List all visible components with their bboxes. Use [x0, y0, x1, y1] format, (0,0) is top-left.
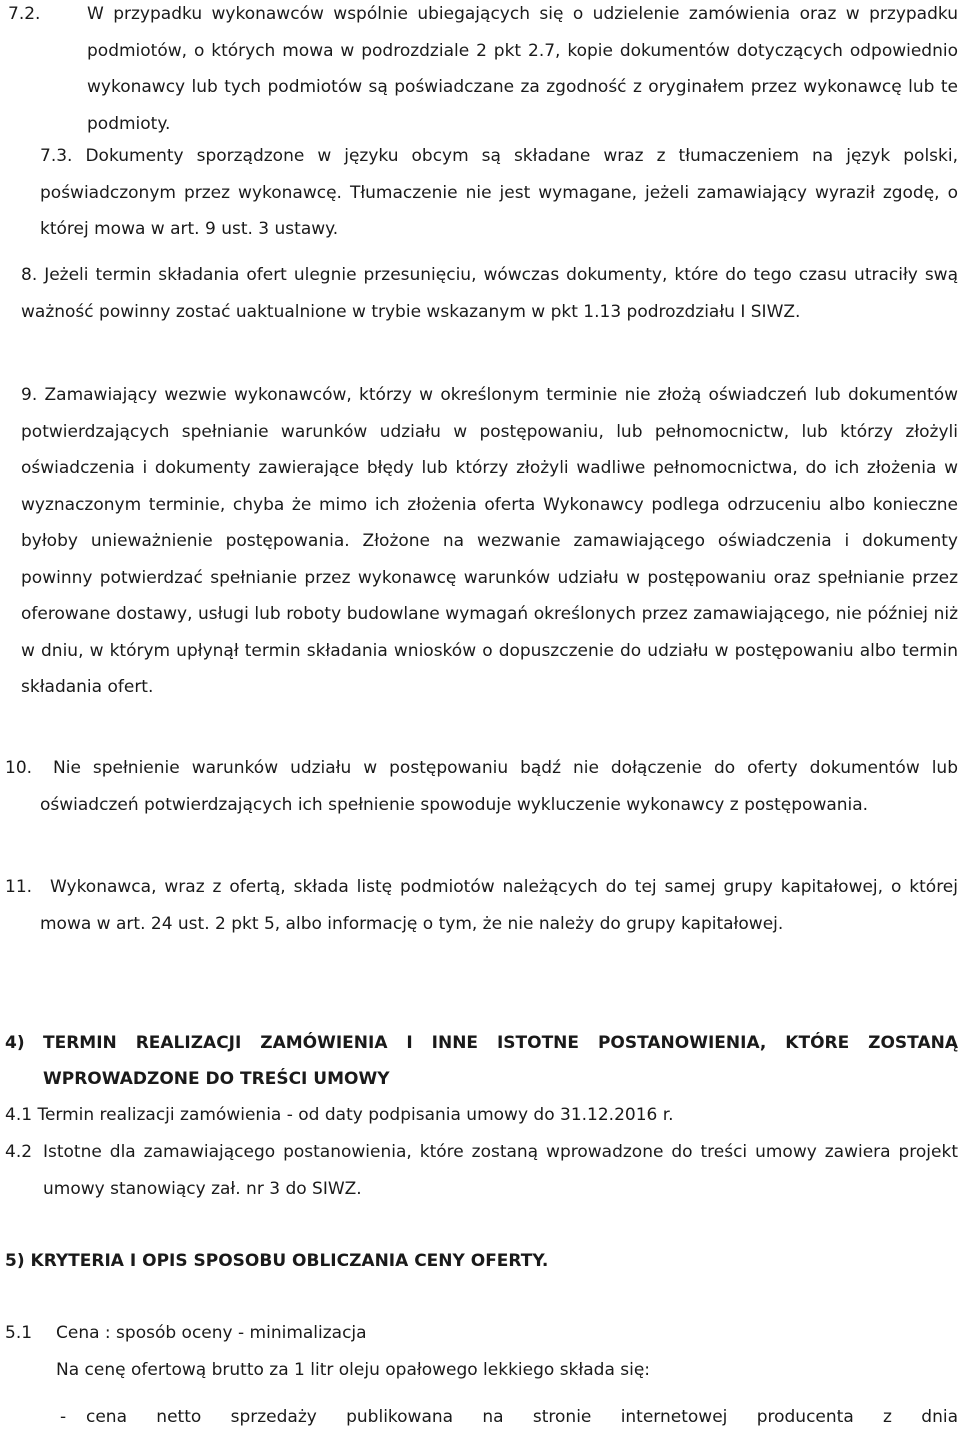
paragraph-text [40, 138, 958, 248]
section-10 [5, 750, 958, 823]
paragraph-body: Jeżeli termin składania ofert ulegnie przesunięciu, wówczas dokumenty, które do tego czasu utraciły swą ważność powinny zostać uaktualnione w trybie wskazanym w pkt 1.13 podrozdziału I SIWZ. [21, 265, 958, 322]
paragraph-text: Wykonawca, wraz z ofertą, składa listę podmiotów należących do tej samej grupy kapitałowej, o której mowa w art. 24 ust. 2 pkt 5, albo informację o tym, że nie należy do grupy kapitałowej. [40, 877, 958, 934]
heading-text [5, 1025, 958, 1097]
section-4-1 [5, 1097, 958, 1134]
paragraph-body: Zamawiający wezwie wykonawców, którzy w określonym terminie nie złożą oświadczeń lub dokumentów potwierdzających spełnianie warunków udziału w postępowaniu, lub pełnomocnictw, lub którzy złożyli oświadczenia i dokumenty zawierające błędy lub którzy złożyli wadliwe pełnomocnictwa, do ich złożenia w wyznaczonym terminie, chyba że mimo ich złożenia oferta Wykonawcy podlega odrzuceniu albo konieczne byłoby unieważnienie postępowania. Złożone na wezwanie zamawiającego oświadczenia i dokumenty powinny potwierdzać spełnianie przez wykonawcę warunków udziału w postępowaniu oraz spełnianie przez oferowane dostawy, usługi lub roboty budowlane wymagań określonych przez zamawiającego, nie później niż w dniu, w którym upłynął termin składania wniosków o dopuszczenie do udziału w postępowaniu albo termin składania ofert. [21, 385, 958, 697]
section-11 [5, 869, 958, 942]
paragraph-body: Dokumenty sporządzone w języku obcym są składane wraz z tłumaczeniem na język polski, poświadczonym przez wykonawcę. Tłumaczenie nie jest wymagane, jeżeli zamawiający wyraził zgodę, o której mowa w art. 9 ust. 3 ustawy. [40, 146, 958, 239]
section-5-1-intro: Na cenę ofertową brutto za 1 litr oleju opałowego lekkiego składa się: [56, 1359, 651, 1380]
section-7-3 [40, 138, 958, 248]
section-5-heading [5, 1243, 958, 1279]
paragraph-text: Nie spełnienie warunków udziału w postępowaniu bądź nie dołączenie do oferty dokumentów lub oświadczeń potwierdzających ich spełnienie spowoduje wykluczenie wykonawcy z postępowania. [40, 758, 958, 815]
section-title: Cena : sposób oceny - minimalizacja [56, 1323, 367, 1343]
section-number: 5.1 [5, 1323, 33, 1343]
bullet-item [60, 1399, 958, 1436]
section-number: 7.3. [40, 146, 73, 166]
paragraph-text [21, 377, 958, 706]
bullet-dash: - [60, 1407, 67, 1427]
heading-body: TERMIN REALIZACJI ZAMÓWIENIA I INNE ISTOTNE POSTANOWIENIA, KTÓRE ZOSTANĄ WPROWADZONE DO TREŚCI UMOWY [43, 1033, 958, 1089]
paragraph-text [5, 1134, 958, 1207]
paragraph-body: Istotne dla zamawiającego postanowienia, które zostaną wprowadzone do treści umowy zawiera projekt umowy stanowiący zał. nr 3 do SIWZ. [43, 1142, 958, 1199]
section-number: 4.1 [5, 1105, 33, 1125]
section-4-2 [5, 1134, 958, 1207]
heading-number: 5) [5, 1251, 25, 1271]
paragraph-text: W przypadku wykonawców wspólnie ubiegających się o udzielenie zamówienia oraz w przypadku podmiotów, o których mowa w podrozdziale 2 pkt 2.7, kopie dokumentów dotyczących odpowiednio wykonawcy lub tych podmiotów są poświadczane za zgodność z oryginałem przez wykonawcę lub te podmioty. [87, 4, 958, 134]
bullet-text: cena netto sprzedaży publikowana na stronie internetowej producenta z dnia [86, 1407, 958, 1427]
section-number: 11. [5, 877, 33, 897]
heading-number: 4) [5, 1033, 25, 1053]
section-number: 8. [21, 265, 38, 285]
section-number: 4.2 [5, 1142, 33, 1162]
section-number: 9. [21, 385, 38, 405]
section-7-2 [8, 0, 958, 142]
heading-text [5, 1243, 958, 1279]
paragraph-text [5, 1097, 958, 1134]
section-number: 7.2. [8, 4, 41, 24]
section-4-heading [5, 1025, 958, 1097]
section-9 [21, 377, 958, 706]
paragraph-body: Termin realizacji zamówienia - od daty podpisania umowy do 31.12.2016 r. [37, 1105, 674, 1125]
section-number: 10. [5, 758, 33, 778]
section-5-1 [5, 1315, 958, 1388]
section-5-1-title-line [5, 1315, 958, 1352]
section-8 [21, 257, 958, 330]
paragraph-text [21, 257, 958, 330]
heading-body: KRYTERIA I OPIS SPOSOBU OBLICZANIA CENY OFERTY. [30, 1251, 549, 1271]
